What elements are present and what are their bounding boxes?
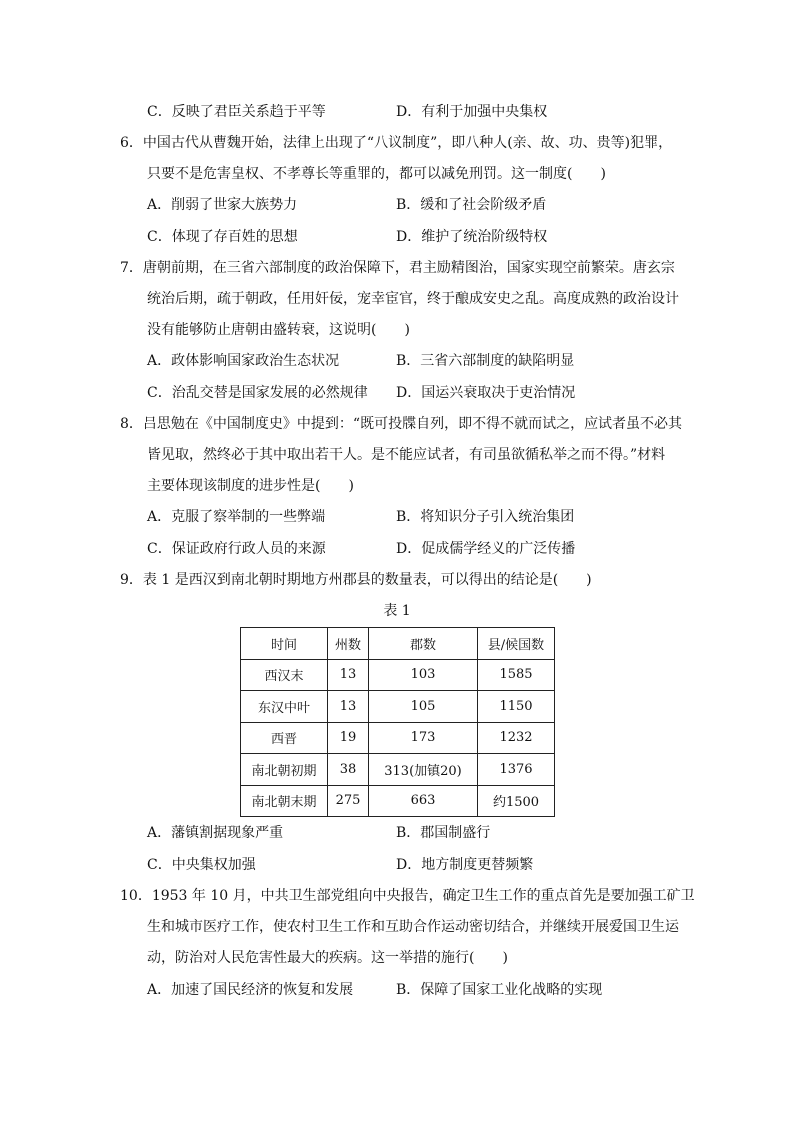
q8-option-c: C．保证政府行政人员的来源 [147,541,326,557]
q8-option-d: D．促成儒学经义的广泛传播 [396,541,576,557]
q7-stem-line-2: 统治后期，疏于朝政，任用奸佞，宠幸宦官，终于酿成安史之乱。高度成熟的政治设计 [147,291,679,307]
q6-option-d: D．维护了统治阶级特权 [396,229,548,245]
district-count-table [240,627,555,817]
q10-stem-line-2: 生和城市医疗工作，使农村卫生工作和互助合作运动密切结合，并继续开展爱国卫生运 [147,919,679,935]
table-row [241,754,555,786]
table-cell: 1232 [478,722,555,754]
table-cell: 313(加镇20) [369,754,478,786]
table-cell: 19 [328,722,369,754]
table-row [241,722,555,754]
table-cell: 西汉末 [241,659,328,691]
table-cell: 1585 [478,659,555,691]
table-cell: 南北朝初期 [241,754,328,786]
q10-option-a: A．加速了国民经济的恢复和发展 [147,982,354,998]
q6-option-a: A．削弱了世家大族势力 [147,197,298,213]
table-cell: 38 [328,754,369,786]
table-cell: 663 [369,785,478,817]
q6-stem-line-1: 6．中国古代从曹魏开始，法律上出现了“八议制度”，即八种人(亲、故、功、贵等)犯罪， [120,135,673,151]
q7-stem-line-3: 没有能够防止唐朝由盛转衰，这说明( ) [147,322,410,338]
table-cell: 1376 [478,754,555,786]
table-cell: 约1500 [478,785,555,817]
q6-stem-line-2: 只要不是危害皇权、不孝尊长等重罪的，都可以减免刑罚。这一制度( ) [147,166,606,182]
table-header-cell: 州数 [328,628,369,660]
q9-option-d: D．地方制度更替频繁 [396,857,534,873]
q7-option-c: C．治乱交替是国家发展的必然规律 [147,385,368,401]
table-cell: 南北朝末期 [241,785,328,817]
q9-option-c: C．中央集权加强 [147,857,256,873]
table-cell: 105 [369,691,478,723]
table-cell: 西晋 [241,722,328,754]
table-cell: 1150 [478,691,555,723]
table-cell: 13 [328,691,369,723]
q8-option-a: A．克服了察举制的一些弊端 [147,509,326,525]
table-header-cell: 县/候国数 [478,628,555,660]
q7-option-b: B．三省六部制度的缺陷明显 [396,353,575,369]
table-cell: 东汉中叶 [241,691,328,723]
table-cell: 103 [369,659,478,691]
q9-stem-line-1: 9．表 1 是西汉到南北朝时期地方州郡县的数量表，可以得出的结论是( ) [120,572,592,588]
table-cell: 13 [328,659,369,691]
q10-option-b: B．保障了国家工业化战略的实现 [396,982,603,998]
q7-stem-line-1: 7．唐朝前期，在三省六部制度的政治保障下，君主励精图治，国家实现空前繁荣。唐玄宗 [120,260,675,276]
table-row [241,659,555,691]
q8-stem-line-3: 主要体现该制度的进步性是( ) [147,478,354,494]
q5-option-c: C．反映了君臣关系趋于平等 [147,104,326,120]
table-row [241,691,555,723]
q9-option-b: B．郡国制盛行 [396,825,491,841]
table-header-row [241,628,555,660]
table-cell: 173 [369,722,478,754]
q8-option-b: B．将知识分子引入统治集团 [396,509,575,525]
q8-stem-line-1: 8．吕思勉在《中国制度史》中提到：“既可投牒自列，即不得不就而试之，应试者虽不必其 [120,416,683,432]
q10-stem-line-3: 动，防治对人民危害性最大的疾病。这一举措的施行( ) [147,950,508,966]
q6-option-c: C．体现了存百姓的思想 [147,229,298,245]
q9-option-a: A．藩镇割据现象严重 [147,825,284,841]
table-row [241,785,555,817]
q5-option-d: D．有利于加强中央集权 [396,104,548,120]
q8-stem-line-2: 皆见取，然终必于其中取出若干人。是不能应试者，有司虽欲循私举之而不得。”材料 [147,447,666,463]
table-caption: 表 1 [383,603,411,619]
table-cell: 275 [328,785,369,817]
q7-option-a: A．政体影响国家政治生态状况 [147,353,340,369]
q7-option-d: D．国运兴衰取决于吏治情况 [396,385,576,401]
table-header-cell: 郡数 [369,628,478,660]
q10-stem-line-1: 10．1953 年 10 月，中共卫生部党组向中央报告，确定卫生工作的重点首先是要加强工矿卫 [120,888,695,904]
table-header-cell: 时间 [241,628,328,660]
q6-option-b: B．缓和了社会阶级矛盾 [396,197,547,213]
